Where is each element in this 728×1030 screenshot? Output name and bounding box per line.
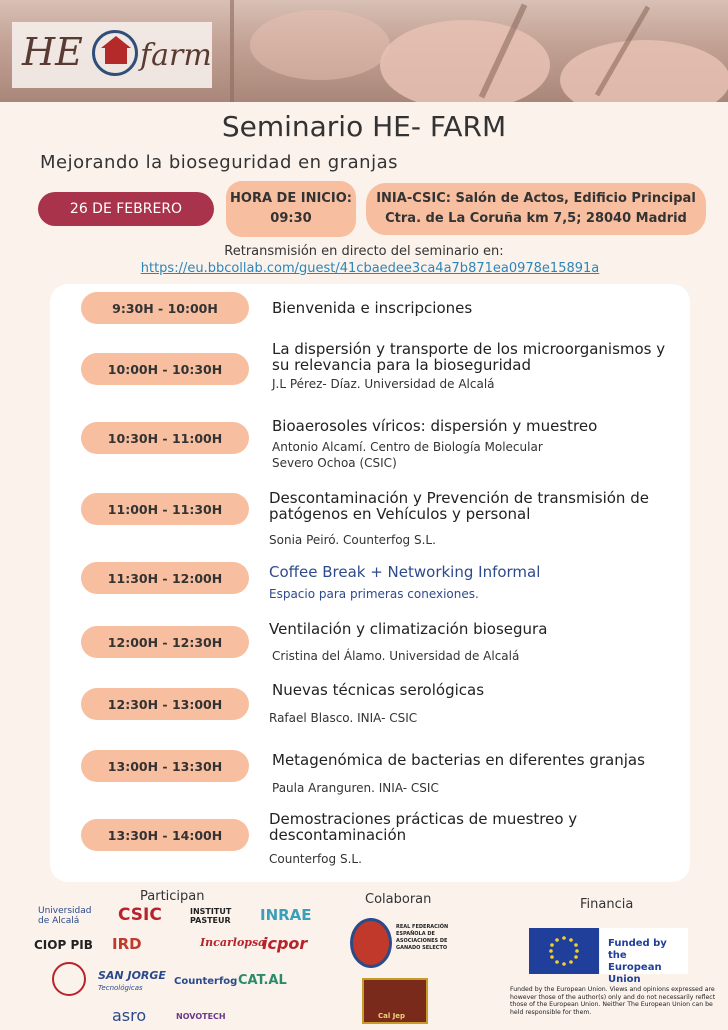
time-pill: 13:30H - 14:00H (81, 819, 249, 851)
talk-speaker: Paula Aranguren. INIA- CSIC (272, 781, 439, 795)
eu-line-2: European Union (608, 962, 662, 985)
logo-novotech: NOVOTECH (176, 1012, 226, 1021)
talk-title: Nuevas técnicas serológicas (272, 681, 485, 699)
cal-jep-text: Cal Jep (378, 1012, 406, 1020)
logo-he-text: HE (22, 30, 83, 74)
talk-title: Metagenómica de bacterias en diferentes granjas (272, 751, 645, 769)
eu-flag (529, 928, 599, 974)
schedule-row (50, 682, 690, 726)
time-pill: 12:00H - 12:30H (81, 626, 249, 658)
cal-jep-logo (362, 978, 428, 1024)
time-pill: 11:00H - 11:30H (81, 493, 249, 525)
eu-stars-icon (529, 928, 599, 974)
logo-uah-line1: Universidad (38, 906, 92, 916)
logo-ciop: CIOP PIB (34, 938, 93, 952)
page-subtitle: Mejorando la bioseguridad en granjas (40, 152, 398, 173)
logo-counterfog: Counterfog (174, 976, 238, 987)
start-label: HORA DE INICIO: (230, 191, 352, 206)
logo-rfe: REAL FEDERACIÓN ESPAÑOLA DE ASOCIACIONES DE GANADO SELECTO (396, 924, 449, 951)
schedule-row (50, 488, 690, 552)
time-pill: 12:30H - 13:00H (81, 688, 249, 720)
participan-label: Participan (140, 889, 205, 904)
logo-catal: CAT.AL (238, 973, 287, 988)
logo-pasteur (190, 907, 231, 925)
talk-title: Descontaminación y Prevención de transmisión de patógenos en Vehículos y personal (269, 489, 649, 523)
talk-speaker: Sonia Peiró. Counterfog S.L. (269, 533, 436, 547)
time-pill: 10:00H - 10:30H (81, 353, 249, 385)
logo-uah-line2: de Alcalá (38, 916, 80, 926)
venue-line-1: INIA-CSIC: Salón de Actos, Edificio Principal (376, 191, 696, 206)
schedule-card (50, 284, 690, 882)
page-title: Seminario HE- FARM (221, 110, 507, 143)
schedule-row (50, 292, 690, 324)
he-farm-logo (12, 22, 212, 88)
stream-link[interactable]: https://eu.bbcollab.com/guest/41cbaedee3ca4a7b871ea0978e15891a (140, 261, 600, 276)
logo-farm-text: farm (140, 38, 212, 73)
logo-pasteur-line1: INSTITUT (190, 907, 232, 916)
schedule-row (50, 750, 690, 794)
talk-speaker-line-2: Severo Ochoa (CSIC) (272, 456, 397, 470)
coffee-break-title: Coffee Break + Networking Informal (269, 563, 541, 581)
eu-line-1: Funded by the (608, 938, 667, 961)
logo-ird: IRD (112, 935, 142, 953)
logo-san-jorge-line2: Tecnológicas (98, 984, 143, 992)
start-time-badge (226, 181, 356, 237)
schedule-row (50, 620, 690, 664)
venue-line-2: Ctra. de La Coruña km 7,5; 28040 Madrid (385, 211, 687, 226)
schedule-row (50, 810, 690, 874)
stream-text: Retransmisión en directo del seminario en: (224, 244, 504, 259)
talk-speaker: Antonio Alcamí. Centro de Biología Molecular (272, 440, 543, 454)
barn-icon (105, 46, 127, 64)
colaboran-label: Colaboran (365, 892, 432, 907)
schedule-row (50, 416, 690, 476)
logo-san-jorge (98, 970, 166, 994)
time-pill: 11:30H - 12:00H (81, 562, 249, 594)
talk-speaker: J.L Pérez- Díaz. Universidad de Alcalá (272, 377, 495, 391)
logo-san-jorge-line1: SAN JORGE (98, 969, 166, 982)
talk-title: Demostraciones prácticas de muestreo y descontaminación (269, 810, 578, 844)
financia-label: Financia (580, 897, 634, 912)
logo-asro: asro (112, 1006, 147, 1025)
rfe-shield-icon (350, 918, 392, 968)
time-pill: 13:00H - 13:30H (81, 750, 249, 782)
talk-title: Bioaerosoles víricos: dispersión y muestreo (272, 417, 598, 435)
logo-pasteur-line2: PASTEUR (190, 916, 231, 925)
coffee-break-note: Espacio para primeras conexiones. (269, 587, 479, 601)
eu-disclaimer: Funded by the European Union. Views and opinions expressed are however those of the author(s) only and do not necessarily reflect those of the European Union. Neither The European Union can be held responsible for them. (510, 986, 716, 1016)
logo-inrae: INRAE (260, 906, 312, 924)
start-time: 09:30 (270, 211, 312, 226)
eu-funded-text (600, 928, 688, 985)
venue-badge (366, 183, 706, 235)
logo-csic: CSIC (118, 905, 162, 925)
talk-title: Ventilación y climatización biosegura (269, 620, 548, 638)
talk-title: La dispersión y transporte de los microorganismos y su relevancia para la bioseguridad (272, 340, 666, 374)
talk-title: Bienvenida e inscripciones (272, 299, 473, 317)
date-badge: 26 DE FEBRERO (38, 192, 214, 226)
logo-uah (38, 906, 92, 926)
talk-speaker: Cristina del Álamo. Universidad de Alcalá (272, 649, 520, 663)
schedule-row-coffee (50, 560, 690, 604)
seal-logo (52, 962, 86, 996)
schedule-row (50, 340, 690, 400)
logo-icpor: icpor (262, 934, 308, 953)
logo-incarlopsa: Incarlopsa (200, 936, 266, 949)
time-pill: 9:30H - 10:00H (81, 292, 249, 324)
talk-speaker: Counterfog S.L. (269, 852, 362, 866)
time-pill: 10:30H - 11:00H (81, 422, 249, 454)
talk-speaker: Rafael Blasco. INIA- CSIC (269, 711, 418, 725)
